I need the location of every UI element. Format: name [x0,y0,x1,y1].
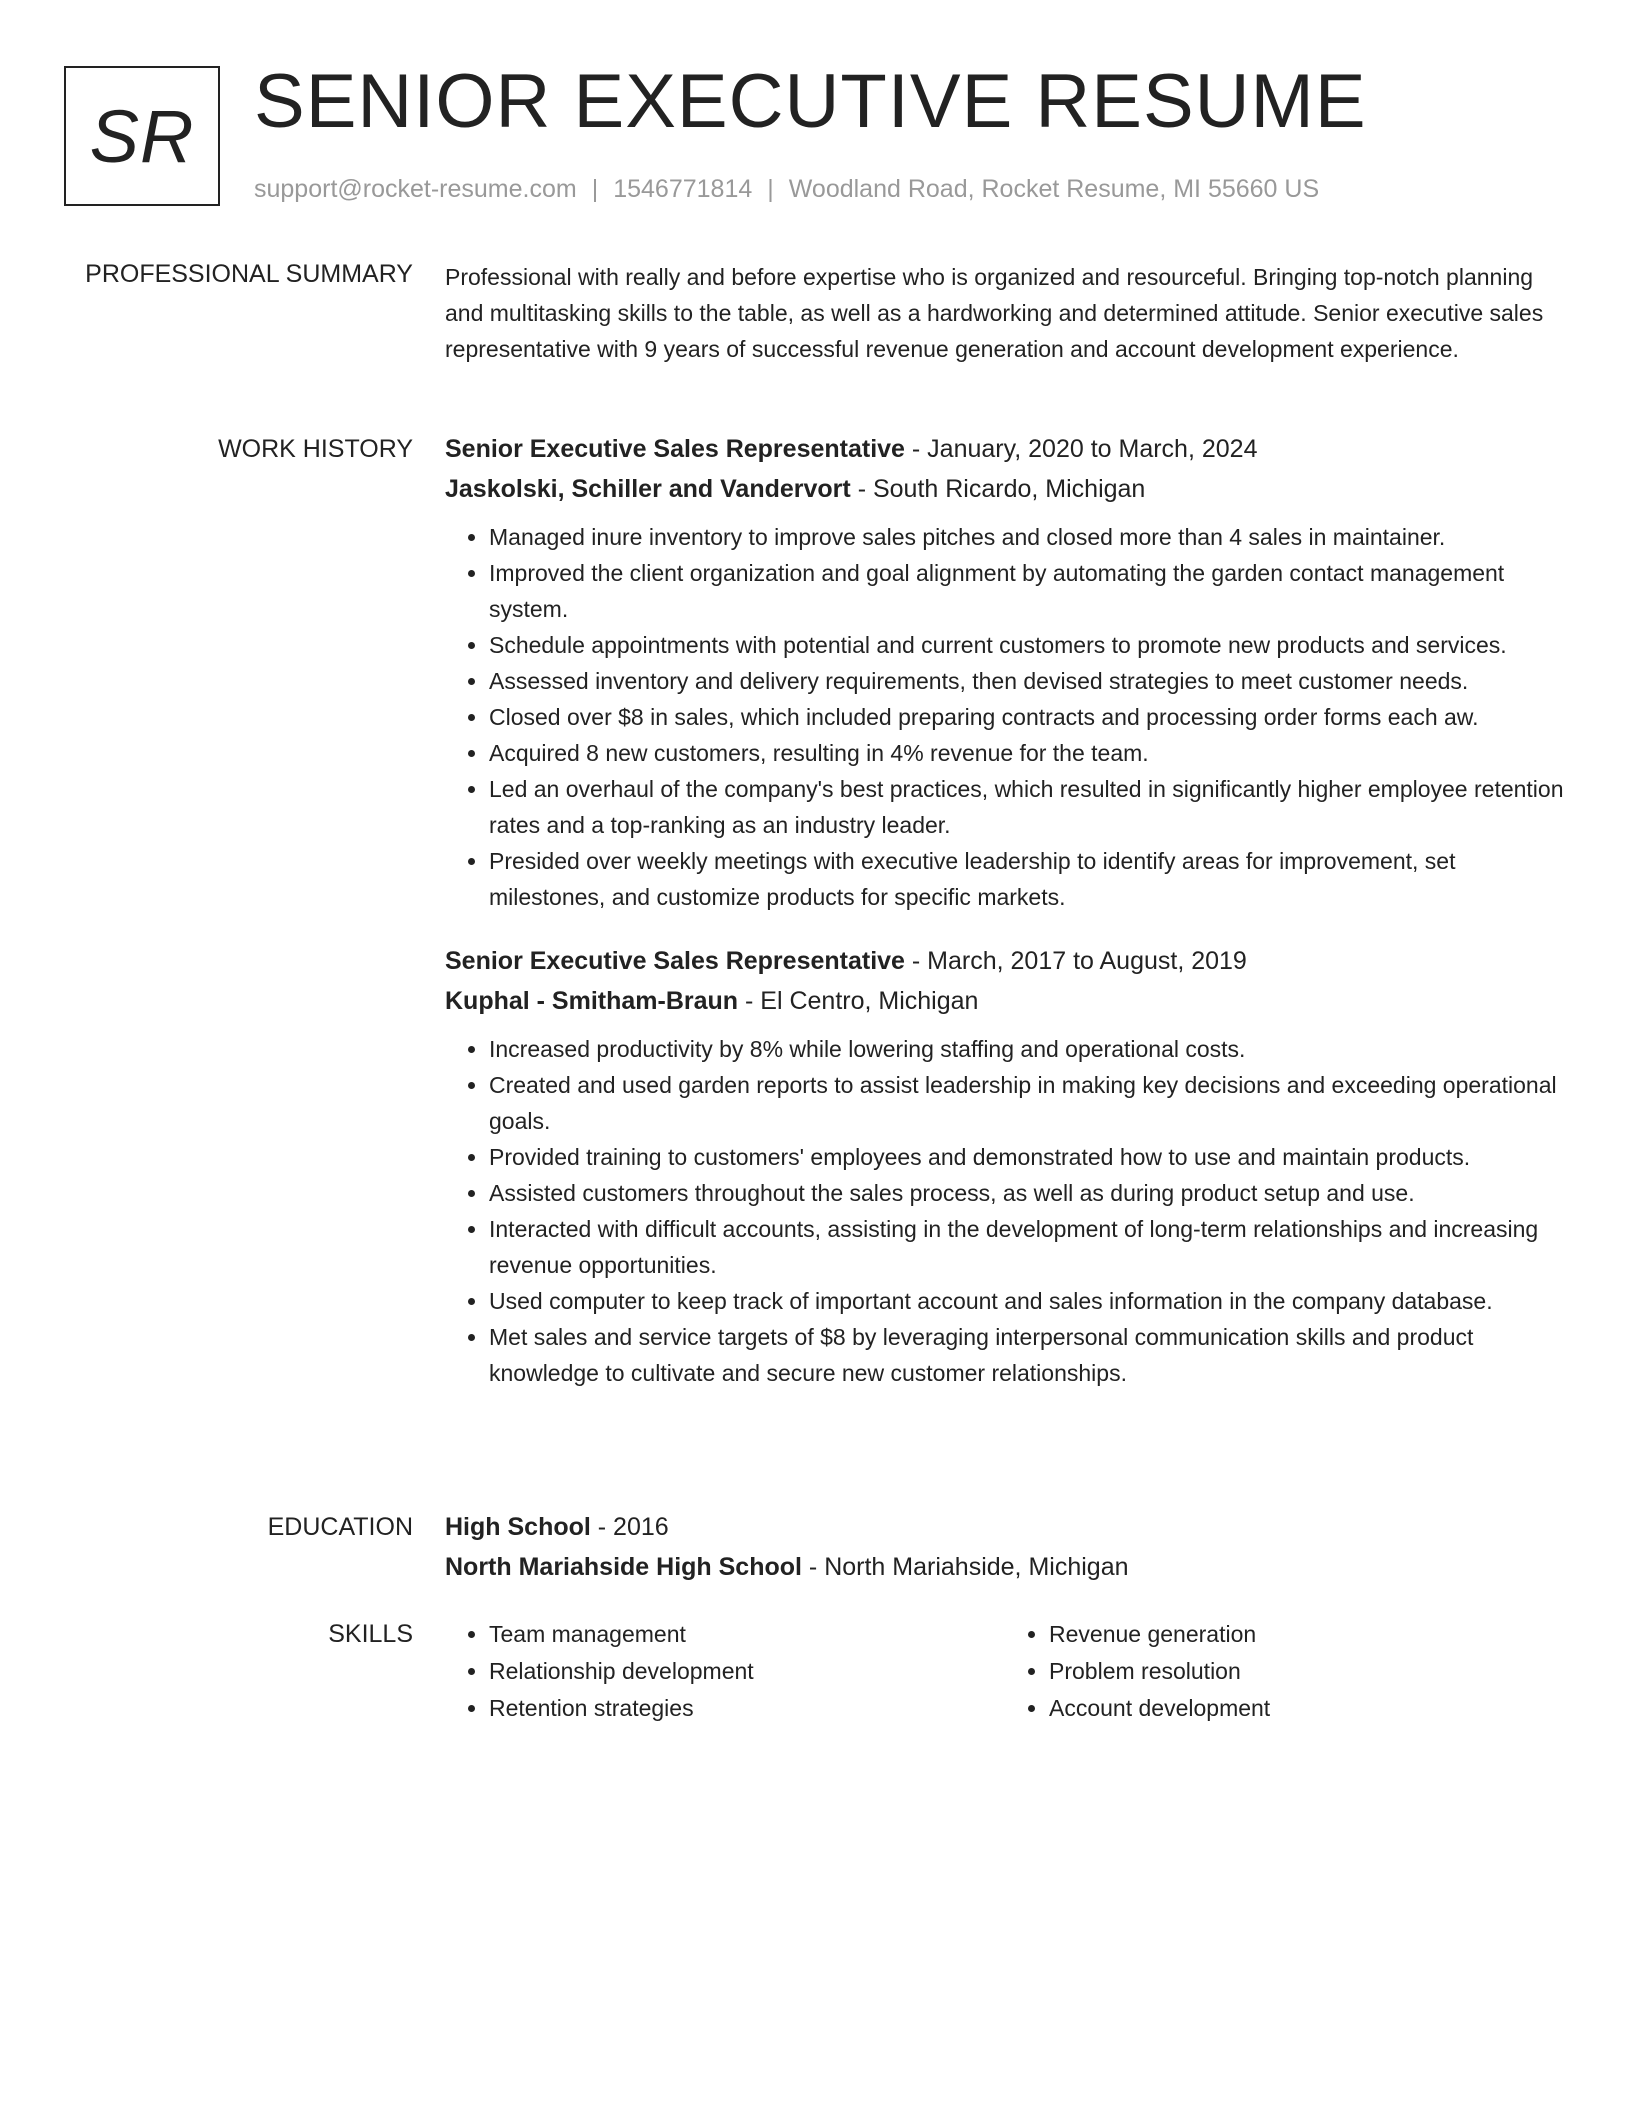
resume-title: SENIOR EXECUTIVE RESUME [254,59,1367,144]
job-bullet: • Used computer to keep track of important account and sales information in the company database. [489,1283,1565,1319]
job-location: - El Centro, Michigan [738,987,979,1015]
work-history-body [445,429,1565,1391]
education-body [445,1507,1565,1587]
education-school-line [445,1547,1565,1587]
job-bullet: • Increased productivity by 8% while lowering staffing and operational costs. [489,1031,1565,1067]
education-degree: High School [445,1513,591,1541]
education-degree-line [445,1507,1565,1547]
education-location: - North Mariahside, Michigan [801,1553,1129,1581]
job-bullet: • Acquired 8 new customers, resulting in 4% revenue for the team. [489,735,1565,771]
job-location: - South Ricardo, Michigan [850,475,1146,503]
skills-label: SKILLS [328,1620,413,1648]
job-title: Senior Executive Sales Representative [445,435,905,463]
job-company-line [445,981,1565,1021]
job-bullet: • Closed over $8 in sales, which included preparing contracts and processing order forms each aw. [489,699,1565,735]
skill-item: • Retention strategies [489,1690,1005,1727]
job-bullet: • Provided training to customers' employees and demonstrated how to use and maintain products. [489,1139,1565,1175]
skills-column-left [445,1616,1005,1727]
education-label: EDUCATION [267,1513,413,1541]
contact-line [254,172,1319,206]
job-title-line [445,429,1565,469]
summary-body [445,259,1565,367]
job-bullet: • Met sales and service targets of $8 by leveraging interpersonal communication skills and product knowledge to cultivate and secure new customer relationships. [489,1319,1565,1391]
summary-label: PROFESSIONAL SUMMARY [85,260,413,288]
job-company: Jaskolski, Schiller and Vandervort [445,475,851,503]
education-school: North Mariahside High School [445,1553,802,1581]
job-bullet: • Presided over weekly meetings with executive leadership to identify areas for improvement, set milestones, and customize products for specific markets. [489,843,1565,915]
job-title: Senior Executive Sales Representative [445,947,905,975]
skills-grid [445,1616,1565,1727]
skill-item: • Account development [1049,1690,1565,1727]
skill-item: • Team management [489,1616,1005,1653]
skill-item: • Problem resolution [1049,1653,1565,1690]
job-title-line [445,941,1565,981]
job-bullet: • Assisted customers throughout the sales process, as well as during product setup and use. [489,1175,1565,1211]
job-bullets [445,1031,1565,1391]
contact-email: support@rocket-resume.com [254,175,577,203]
job-company-line [445,469,1565,509]
job-dates: - March, 2017 to August, 2019 [904,947,1247,975]
job-bullet: • Schedule appointments with potential and current customers to promote new products and services. [489,627,1565,663]
monogram-logo: SR [64,66,220,206]
skill-item: • Revenue generation [1049,1616,1565,1653]
contact-separator: | [767,175,774,203]
job-bullet: • Led an overhaul of the company's best practices, which resulted in significantly higher employee retention rates and a top-ranking as an industry leader. [489,771,1565,843]
skills-column-right [1005,1616,1565,1727]
skills-body [445,1616,1565,1727]
contact-address: Woodland Road, Rocket Resume, MI 55660 US [788,175,1320,203]
contact-separator: | [591,175,599,203]
job-entry [445,429,1565,915]
job-bullet: • Assessed inventory and delivery requirements, then devised strategies to meet customer needs. [489,663,1565,699]
education-year: - 2016 [590,1513,669,1541]
summary-text: Professional with really and before expertise who is organized and resourceful. Bringing top-notch planning and multitasking skills to the table, as well as a hardworking and determined attitude. Senior executive sales representative with 9 years of successful revenue generation and account development experience. [445,264,1544,362]
job-bullet: • Created and used garden reports to assist leadership in making key decisions and exceeding operational goals. [489,1067,1565,1139]
job-company: Kuphal - Smitham-Braun [445,987,739,1015]
job-entry [445,941,1565,1391]
skill-item: • Relationship development [489,1653,1005,1690]
job-bullet: • Interacted with difficult accounts, assisting in the development of long-term relationships and increasing revenue opportunities. [489,1211,1565,1283]
contact-phone: 1546771814 [613,175,753,203]
job-bullets [445,519,1565,915]
job-bullet: • Managed inure inventory to improve sales pitches and closed more than 4 sales in maintainer. [489,519,1565,555]
work-history-label: WORK HISTORY [218,435,413,463]
job-bullet: • Improved the client organization and goal alignment by automating the garden contact management system. [489,555,1565,627]
job-dates: - January, 2020 to March, 2024 [904,435,1258,463]
